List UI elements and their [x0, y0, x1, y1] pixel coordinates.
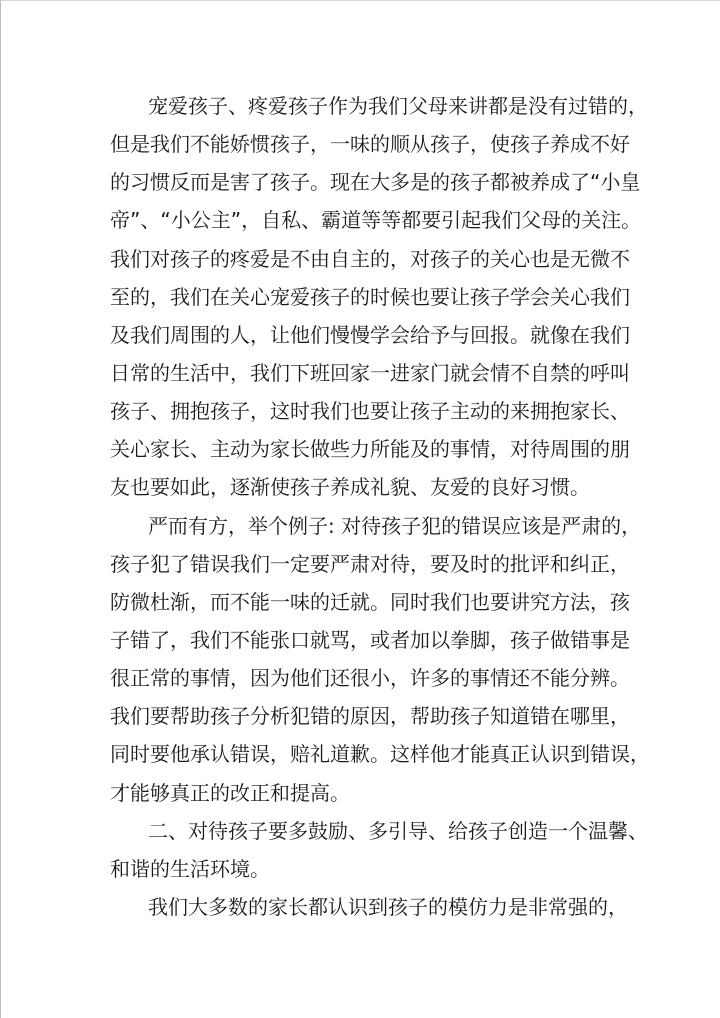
text-line: 孩子、拥抱孩子，这时我们也要让孩子主动的来拥抱家长、 [110, 399, 630, 424]
text-line: 严而有方，举个例子: 对待孩子犯的错误应该是严肃的， [148, 513, 642, 538]
text-line: 友也要如此，逐渐使孩子养成礼貌、友爱的良好习惯。 [110, 475, 590, 500]
text-line: 我们大多数的家长都认识到孩子的模仿力是非常强的， [148, 894, 628, 919]
document-body [110, 87, 650, 926]
text-line: 及我们周围的人，让他们慢慢学会给予与回报。就像在我们 [110, 322, 630, 347]
text-line: 二、对待孩子要多鼓励、多引导、给孩子创造一个温馨、 [148, 818, 648, 843]
text-line: 帝”、“小公主”，自私、霸道等等都要引起我们父母的关注。 [110, 208, 642, 233]
text-line: 至的，我们在关心宠爱孩子的时候也要让孩子学会关心我们 [110, 284, 630, 309]
text-line: 很正常的事情，因为他们还很小，许多的事情还不能分辨。 [110, 666, 630, 691]
text-line: 的习惯反而是害了孩子。现在大多是的孩子都被养成了“小皇 [110, 170, 641, 195]
text-line: 孩子犯了错误我们一定要严肃对待，要及时的批评和纠正， [110, 551, 630, 576]
text-line: 防微杜渐，而不能一味的迁就。同时我们也要讲究方法，孩 [110, 589, 630, 614]
text-line: 关心家长、主动为家长做些力所能及的事情，对待周围的朋 [110, 437, 630, 462]
text-line: 我们要帮助孩子分析犯错的原因，帮助孩子知道错在哪里， [110, 704, 630, 729]
text-line: 子错了，我们不能张口就骂，或者加以拳脚，孩子做错事是 [110, 627, 630, 652]
text-line: 日常的生活中，我们下班回家一进家门就会情不自禁的呼叫 [110, 360, 630, 385]
text-line: 但是我们不能娇惯孩子，一味的顺从孩子，使孩子养成不好 [110, 132, 630, 157]
text-line: 才能够真正的改正和提高。 [110, 780, 350, 805]
text-line: 宠爱孩子、疼爱孩子作为我们父母来讲都是没有过错的， [148, 94, 648, 118]
text-line: 和谐的生活环境。 [110, 856, 270, 881]
text-line: 我们对孩子的疼爱是不由自主的，对孩子的关心也是无微不 [110, 246, 630, 271]
text-line: 同时要他承认错误，赔礼道歉。这样他才能真正认识到错误， [110, 742, 650, 767]
